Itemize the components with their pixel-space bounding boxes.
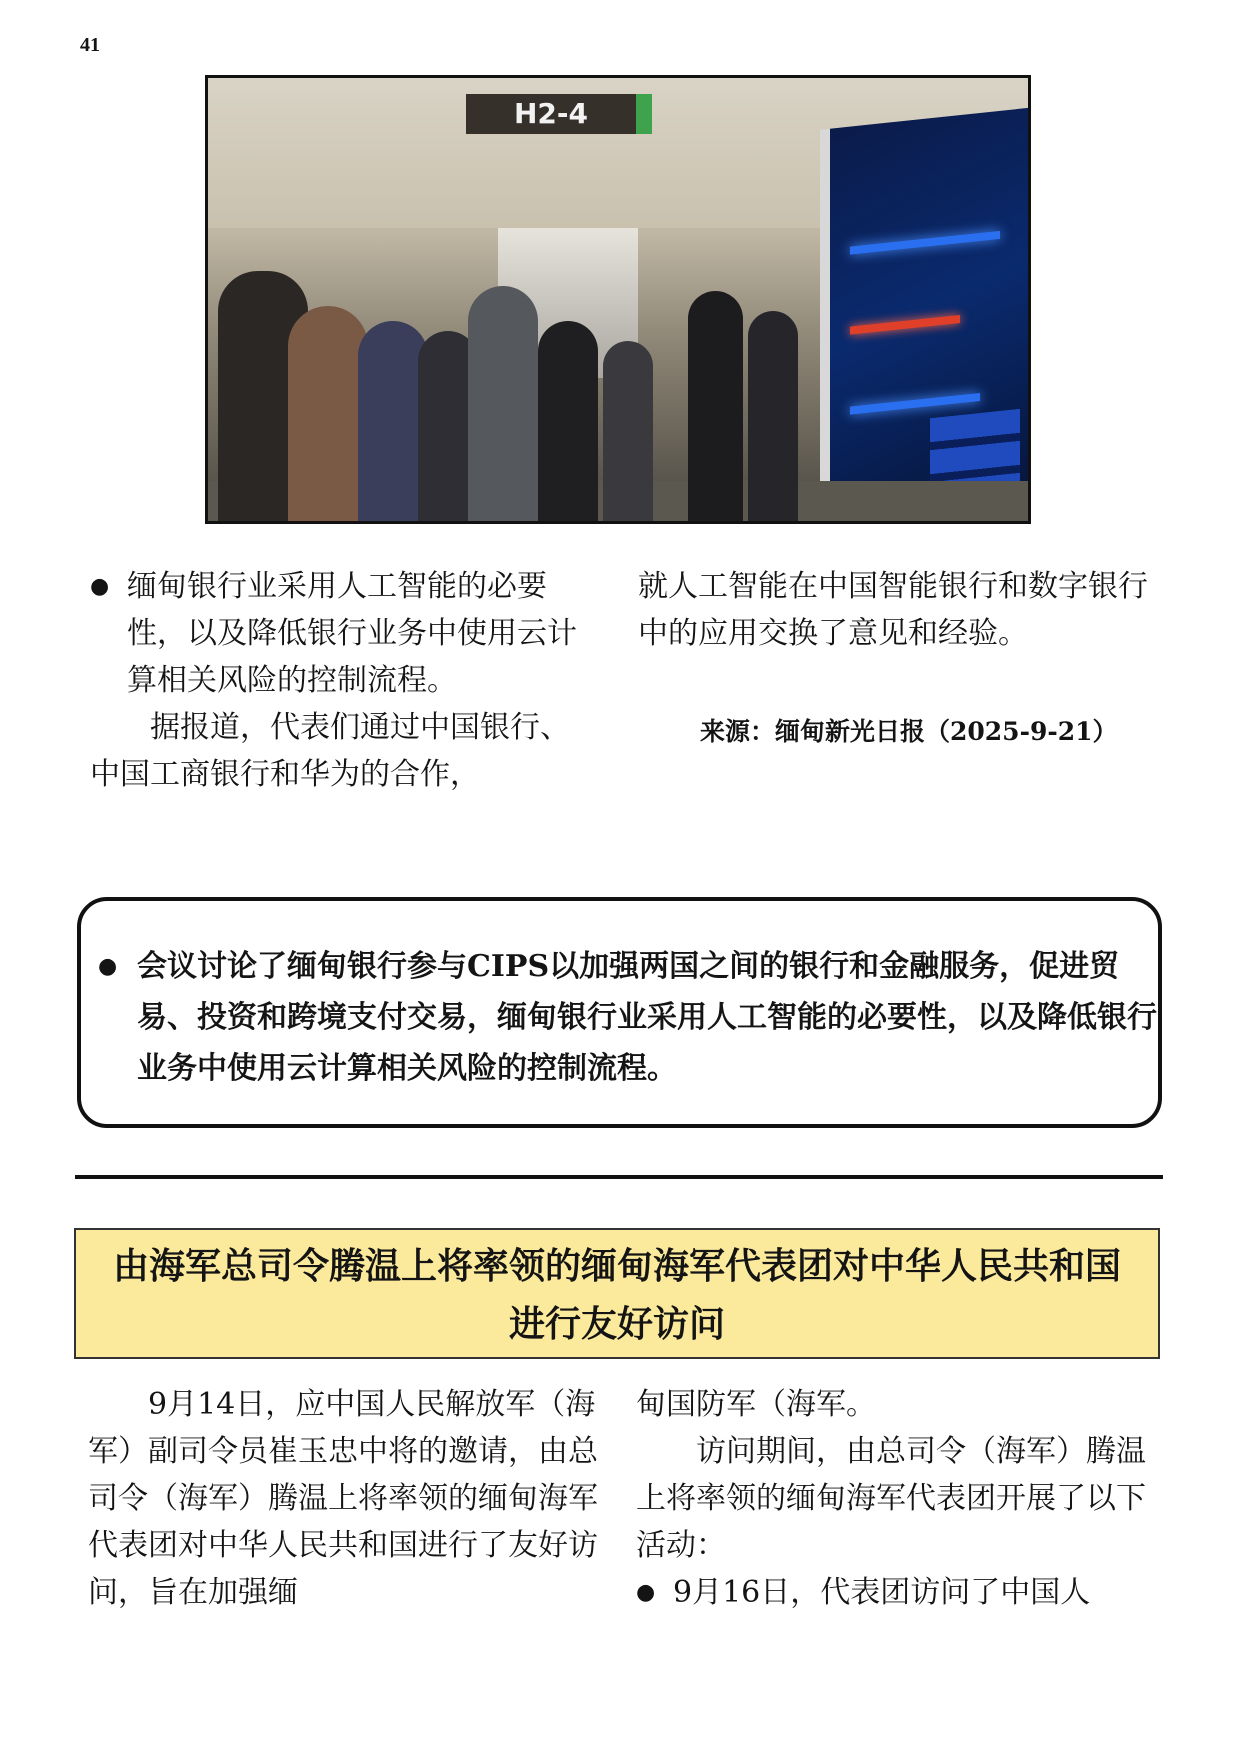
article-headline	[74, 1228, 1160, 1359]
right-paragraph: 访问期间，由总司令（海军）腾温上将率领的缅甸海军代表团开展了以下活动：	[636, 1434, 1146, 1563]
page-number: 41	[80, 34, 100, 56]
hall-sign: H2-4	[466, 94, 636, 134]
right-bullet-text: 9月16日，代表团访问了中国人	[673, 1575, 1091, 1610]
left-bullet-text: 缅甸银行业采用人工智能的必要性，以及降低银行业务中使用云计算相关风险的控制流程。	[127, 569, 577, 698]
photo-display-screen	[820, 106, 1031, 524]
bullet-icon: ●	[90, 574, 110, 599]
headline-line: 由海军总司令腾温上将率领的缅甸海军代表团对中华人民共和国	[112, 1246, 1121, 1287]
list-item	[636, 1569, 1148, 1616]
screen-glow-line	[850, 315, 960, 335]
list-item	[98, 941, 1177, 1094]
headline-line: 进行友好访问	[508, 1304, 725, 1345]
summary-text: 会议讨论了缅甸银行参与CIPS以加强两国之间的银行和金融服务，促进贸易、投资和跨境支付交易，缅甸银行业采用人工智能的必要性，以及降低银行业务中使用云计算相关风险的控制流程。	[137, 949, 1157, 1086]
section2-left-column	[88, 1381, 598, 1616]
photo-crowd	[208, 261, 828, 521]
list-item	[90, 563, 598, 704]
right-paragraph-continued: 甸国防军（海军。	[636, 1387, 876, 1422]
bullet-icon: ●	[98, 953, 118, 979]
section-divider	[75, 1175, 1163, 1179]
summary-box	[77, 897, 1162, 1128]
section2-right-column	[636, 1381, 1148, 1616]
right-paragraph: 就人工智能在中国智能银行和数字银行中的应用交换了意见和经验。	[638, 569, 1148, 651]
screen-glow-line	[850, 231, 1000, 255]
left-paragraph: 9月14日，应中国人民解放军（海军）副司令员崔玉忠中将的邀请，由总司令（海军）腾温上将率领的缅甸海军代表团对中华人民共和国进行了友好访问，旨在加强缅	[88, 1387, 598, 1610]
article-photo	[205, 75, 1031, 524]
bullet-icon: ●	[636, 1580, 656, 1605]
source-citation: 来源：缅甸新光日报（2025-9-21）	[700, 717, 1118, 746]
left-paragraph: 据报道，代表们通过中国银行、中国工商银行和华为的合作，	[90, 710, 570, 792]
section1-right-column	[638, 563, 1148, 657]
section1-left-column	[90, 563, 598, 798]
screen-glow-line	[850, 393, 980, 415]
